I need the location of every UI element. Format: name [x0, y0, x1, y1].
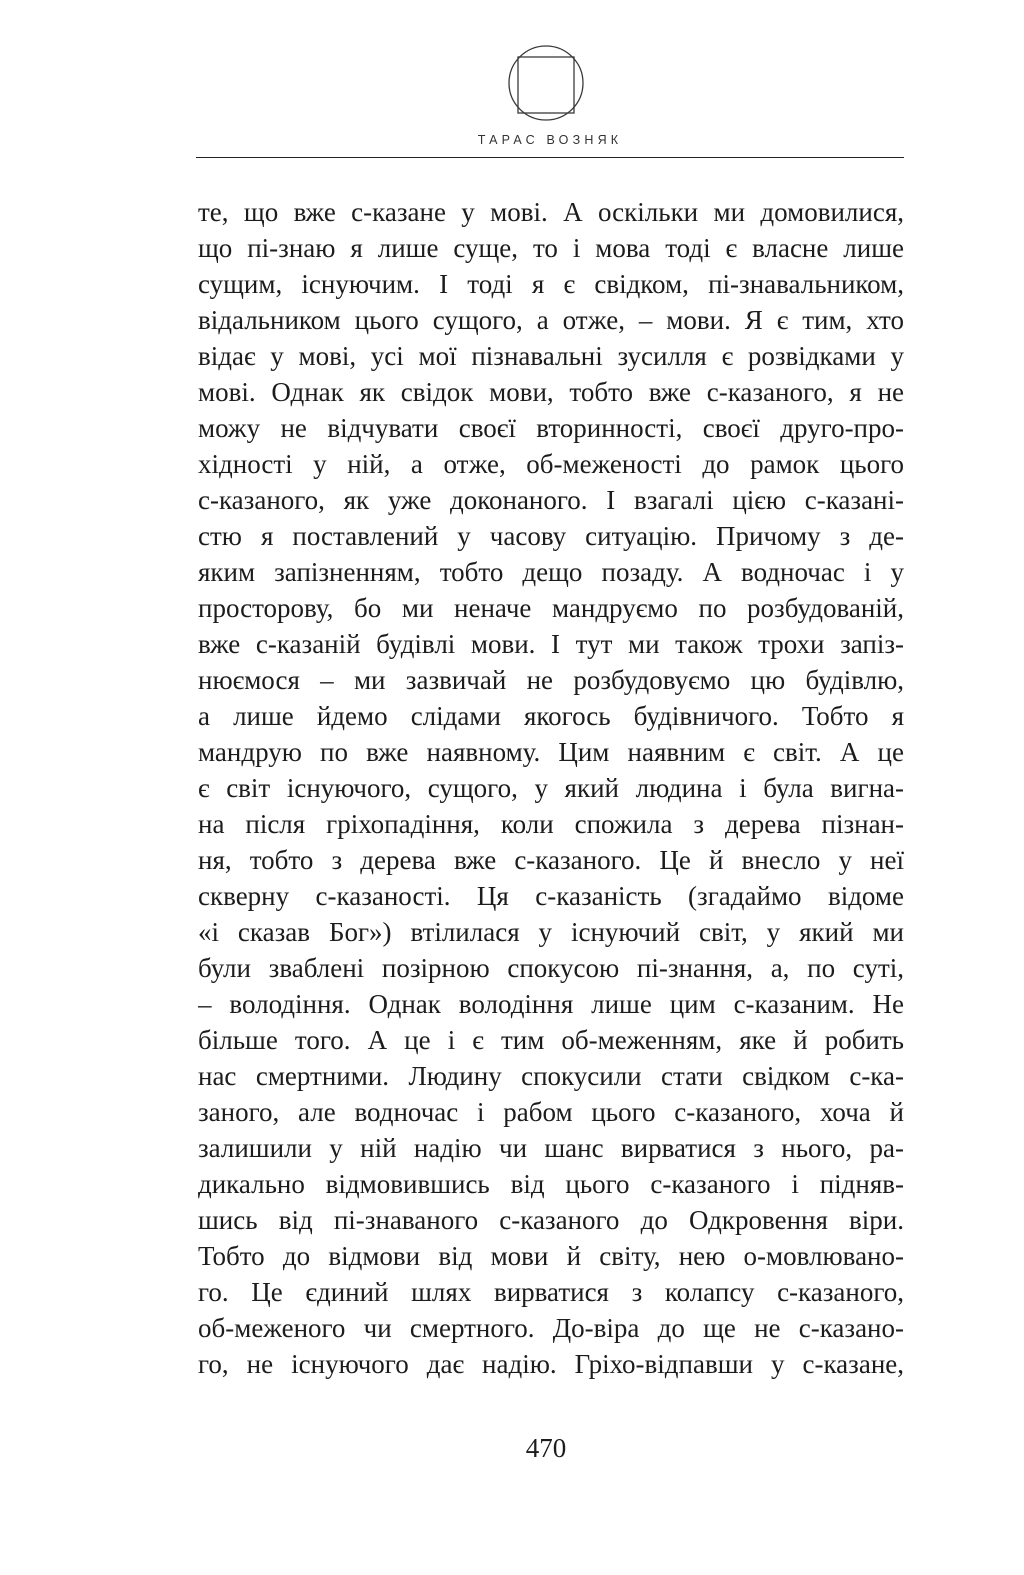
text-line: вже с-казаній будівлі мови. І тут ми також трохи запіз-: [198, 629, 904, 659]
page-number: 470: [525, 1433, 567, 1463]
text-line: дикально відмовившись від цього с-казаного і підняв-: [198, 1169, 904, 1199]
text-line: стю я поставлений у часову ситуацію. Причому з де-: [198, 521, 904, 551]
text-line: можу не відчувати своєї вторинності, своєї друго-про-: [198, 413, 904, 443]
text-line: шись від пі-знаваного с-казаного до Одкровення віри.: [198, 1205, 904, 1235]
text-line: на після гріхопадіння, коли спожила з дерева пізнан-: [198, 809, 904, 839]
text-line: відає у мові, усі мої пізнавальні зусилля є розвідками у: [198, 341, 904, 371]
text-line: «і сказав Бог») втілилася у існуючий світ, у який ми: [198, 917, 904, 947]
text-line: те, що вже с-казане у мові. А оскільки ми домовилися,: [198, 197, 904, 227]
text-line: просторову, бо ми неначе мандруємо по розбудованій,: [198, 593, 904, 623]
text-line: ня, тобто з дерева вже с-казаного. Це й внесло у неї: [198, 845, 904, 875]
text-line: хідності у ній, а отже, об-меженості до рамок цього: [198, 449, 904, 479]
text-line: мандрую по вже наявному. Цим наявним є світ. А це: [198, 737, 904, 767]
body-text: [198, 194, 904, 1382]
text-line: – володіння. Однак володіння лише цим с-казаним. Не: [198, 989, 904, 1019]
text-line: яким запізненням, тобто дещо позаду. А водночас і у: [198, 557, 904, 587]
text-line: відальником цього сущого, а отже, – мови. Я є тим, хто: [198, 305, 904, 335]
circle-square-emblem-icon: [507, 44, 585, 122]
text-line: більше того. А це і є тим об-меженням, яке й робить: [198, 1025, 904, 1055]
text-line: нас смертними. Людину спокусили стати свідком с-ка-: [198, 1061, 904, 1091]
text-line: об-меженого чи смертного. До-віра до ще не с-казано-: [198, 1313, 904, 1343]
text-line: залишили у ній надію чи шанс вирватися з нього, ра-: [198, 1133, 904, 1163]
text-line: го, не існуючого дає надію. Гріхо-відпавши у с-казане,: [198, 1349, 904, 1379]
text-line: що пі-знаю я лише суще, то і мова тоді є власне лише: [198, 233, 904, 263]
text-line: були зваблені позірною спокусою пі-знання, а, по суті,: [198, 953, 904, 983]
text-line: а лише йдемо слідами якогось будівничого. Тобто я: [198, 701, 904, 731]
text-line: скверну с-казаності. Ця с-казаність (згадаймо відоме: [198, 881, 904, 911]
text-line: заного, але водночас і рабом цього с-казаного, хоча й: [198, 1097, 904, 1127]
text-line: с-казаного, як уже доконаного. І взагалі цією с-казані-: [198, 485, 904, 515]
header-rule: [196, 157, 904, 158]
text-line: нюємося – ми зазвичай не розбудовуємо цю будівлю,: [198, 665, 904, 695]
text-line: го. Це єдиний шлях вирватися з колапсу с-казаного,: [198, 1277, 904, 1307]
text-line: мові. Однак як свідок мови, тобто вже с-казаного, я не: [198, 377, 904, 407]
text-line: Тобто до відмови від мови й світу, нею о-мовлювано-: [198, 1241, 904, 1271]
running-head: ТАРАС ВОЗНЯК: [477, 133, 623, 147]
text-line: сущим, існуючим. І тоді я є свідком, пі-знавальником,: [198, 269, 904, 299]
text-line: є світ існуючого, сущого, у який людина і була вигна-: [198, 773, 904, 803]
